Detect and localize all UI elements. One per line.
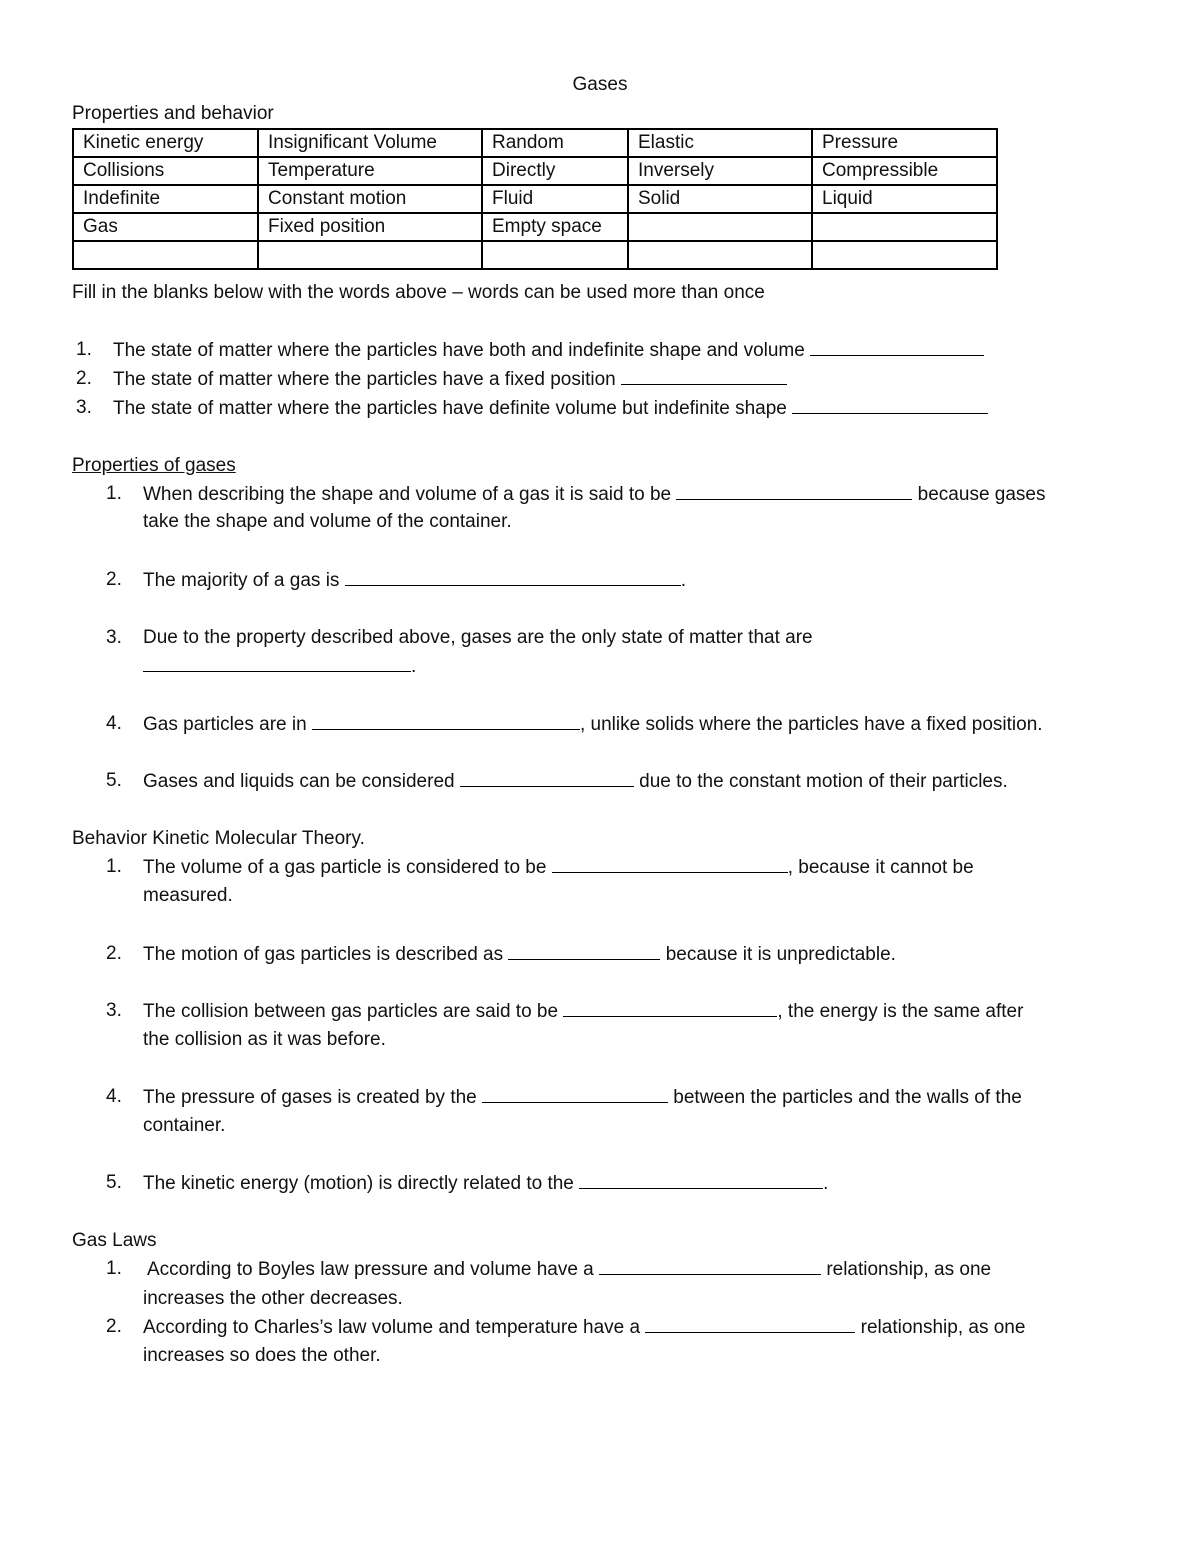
question-text: between the particles and the walls of the <box>673 1087 1022 1108</box>
question-text: The volume of a gas particle is considered to be <box>143 857 547 878</box>
question-text: Gas particles are in <box>143 714 307 735</box>
question-text: , because it cannot be <box>787 857 974 878</box>
question-text: , unlike solids where the particles have a fixed position. <box>579 714 1043 735</box>
table-cell: Temperature <box>258 157 482 185</box>
question-text: The state of matter where the particles have a fixed position <box>113 369 616 390</box>
question-number: 2. <box>106 943 122 964</box>
question-number: 5. <box>106 1172 122 1193</box>
table-row <box>73 185 997 213</box>
table-cell: Kinetic energy <box>73 129 258 157</box>
question-number: 1. <box>106 856 122 877</box>
answer-blank[interactable] <box>810 339 984 356</box>
answer-blank[interactable] <box>676 483 912 500</box>
question-text: The state of matter where the particles have both and indefinite shape and volume <box>113 340 805 361</box>
answer-blank[interactable] <box>645 1316 855 1333</box>
question-continuation: measured. <box>143 885 233 906</box>
answer-blank[interactable] <box>599 1258 821 1275</box>
question-text: Gases and liquids can be considered <box>143 771 455 792</box>
question-line <box>143 483 1046 506</box>
question-text: The majority of a gas is <box>143 570 340 591</box>
table-cell <box>628 213 812 241</box>
question-number: 1. <box>76 339 92 360</box>
question-line <box>143 943 896 966</box>
question-continuation: take the shape and volume of the container. <box>143 511 512 532</box>
question-text: When describing the shape and volume of a gas it is said to be <box>143 484 672 505</box>
question-text: Due to the property described above, gases are the only state of matter that are <box>143 627 813 648</box>
word-bank-table <box>72 128 998 270</box>
answer-blank[interactable] <box>143 655 411 672</box>
table-cell <box>812 241 997 269</box>
question-line <box>143 770 1008 793</box>
question-number: 3. <box>106 1000 122 1021</box>
table-cell: Solid <box>628 185 812 213</box>
page-title: Gases <box>572 74 628 95</box>
table-cell: Gas <box>73 213 258 241</box>
question-text: . <box>823 1173 829 1194</box>
table-cell: Random <box>482 129 628 157</box>
question-line <box>113 368 787 391</box>
table-cell <box>628 241 812 269</box>
section-heading-properties-behavior: Properties and behavior <box>72 103 274 124</box>
question-number: 1. <box>106 483 122 504</box>
question-text: , the energy is the same after <box>777 1001 1024 1022</box>
question-line <box>113 339 984 362</box>
question-continuation: container. <box>143 1115 226 1136</box>
question-number: 1. <box>106 1258 122 1279</box>
section-heading-kmt: Behavior Kinetic Molecular Theory. <box>72 828 365 849</box>
question-line <box>143 1000 1023 1023</box>
table-cell: Fluid <box>482 185 628 213</box>
question-number: 4. <box>106 713 122 734</box>
question-text: due to the constant motion of their particles. <box>639 771 1008 792</box>
answer-blank[interactable] <box>460 770 634 787</box>
question-continuation: the collision as it was before. <box>143 1029 386 1050</box>
question-line <box>143 713 1043 736</box>
question-text: relationship, as one <box>826 1259 992 1280</box>
answer-blank[interactable] <box>312 713 580 730</box>
question-line <box>143 1086 1022 1109</box>
question-text: The state of matter where the particles have definite volume but indefinite shape <box>113 398 787 419</box>
answer-blank[interactable] <box>508 943 660 960</box>
table-cell: Indefinite <box>73 185 258 213</box>
table-cell: Empty space <box>482 213 628 241</box>
answer-blank[interactable] <box>579 1172 823 1189</box>
question-line <box>113 397 988 420</box>
question-text: The pressure of gases is created by the <box>143 1087 477 1108</box>
table-row <box>73 129 997 157</box>
question-line <box>143 655 416 678</box>
instructions: Fill in the blanks below with the words above – words can be used more than once <box>72 282 765 303</box>
question-line <box>147 1258 991 1281</box>
table-cell <box>482 241 628 269</box>
question-line <box>143 569 686 592</box>
question-line <box>143 856 974 879</box>
table-row <box>73 213 997 241</box>
table-cell: Liquid <box>812 185 997 213</box>
answer-blank[interactable] <box>621 368 787 385</box>
question-text: because gases <box>917 484 1046 505</box>
table-cell: Directly <box>482 157 628 185</box>
question-text: The motion of gas particles is described as <box>143 944 504 965</box>
question-number: 2. <box>106 569 122 590</box>
question-text: because it is unpredictable. <box>665 944 896 965</box>
section-heading-gas-laws: Gas Laws <box>72 1230 157 1251</box>
question-text: relationship, as one <box>860 1317 1026 1338</box>
section-heading-properties-gases: Properties of gases <box>72 455 236 476</box>
table-cell: Constant motion <box>258 185 482 213</box>
question-text: According to Charles’s law volume and temperature have a <box>143 1317 641 1338</box>
table-cell: Compressible <box>812 157 997 185</box>
question-text: . <box>411 656 417 677</box>
answer-blank[interactable] <box>563 1000 777 1017</box>
answer-blank[interactable] <box>482 1086 668 1103</box>
question-line <box>143 1172 828 1195</box>
question-number: 3. <box>106 627 122 648</box>
question-number: 4. <box>106 1086 122 1107</box>
table-cell: Elastic <box>628 129 812 157</box>
table-cell <box>258 241 482 269</box>
question-text: The kinetic energy (motion) is directly related to the <box>143 1173 574 1194</box>
question-text: . <box>680 570 686 591</box>
table-cell <box>73 241 258 269</box>
answer-blank[interactable] <box>345 569 681 586</box>
answer-blank[interactable] <box>552 856 788 873</box>
question-text: According to Boyles law pressure and volume have a <box>147 1259 594 1280</box>
table-cell <box>812 213 997 241</box>
table-cell: Insignificant Volume <box>258 129 482 157</box>
question-continuation: increases so does the other. <box>143 1345 381 1366</box>
question-continuation: increases the other decreases. <box>143 1288 403 1309</box>
question-number: 5. <box>106 770 122 791</box>
question-number: 2. <box>106 1316 122 1337</box>
table-cell: Collisions <box>73 157 258 185</box>
table-cell: Pressure <box>812 129 997 157</box>
table-row <box>73 241 997 269</box>
table-row <box>73 157 997 185</box>
question-text: The collision between gas particles are said to be <box>143 1001 559 1022</box>
table-cell: Fixed position <box>258 213 482 241</box>
answer-blank[interactable] <box>792 397 988 414</box>
table-cell: Inversely <box>628 157 812 185</box>
question-line <box>143 1316 1025 1339</box>
question-number: 2. <box>76 368 92 389</box>
question-number: 3. <box>76 397 92 418</box>
